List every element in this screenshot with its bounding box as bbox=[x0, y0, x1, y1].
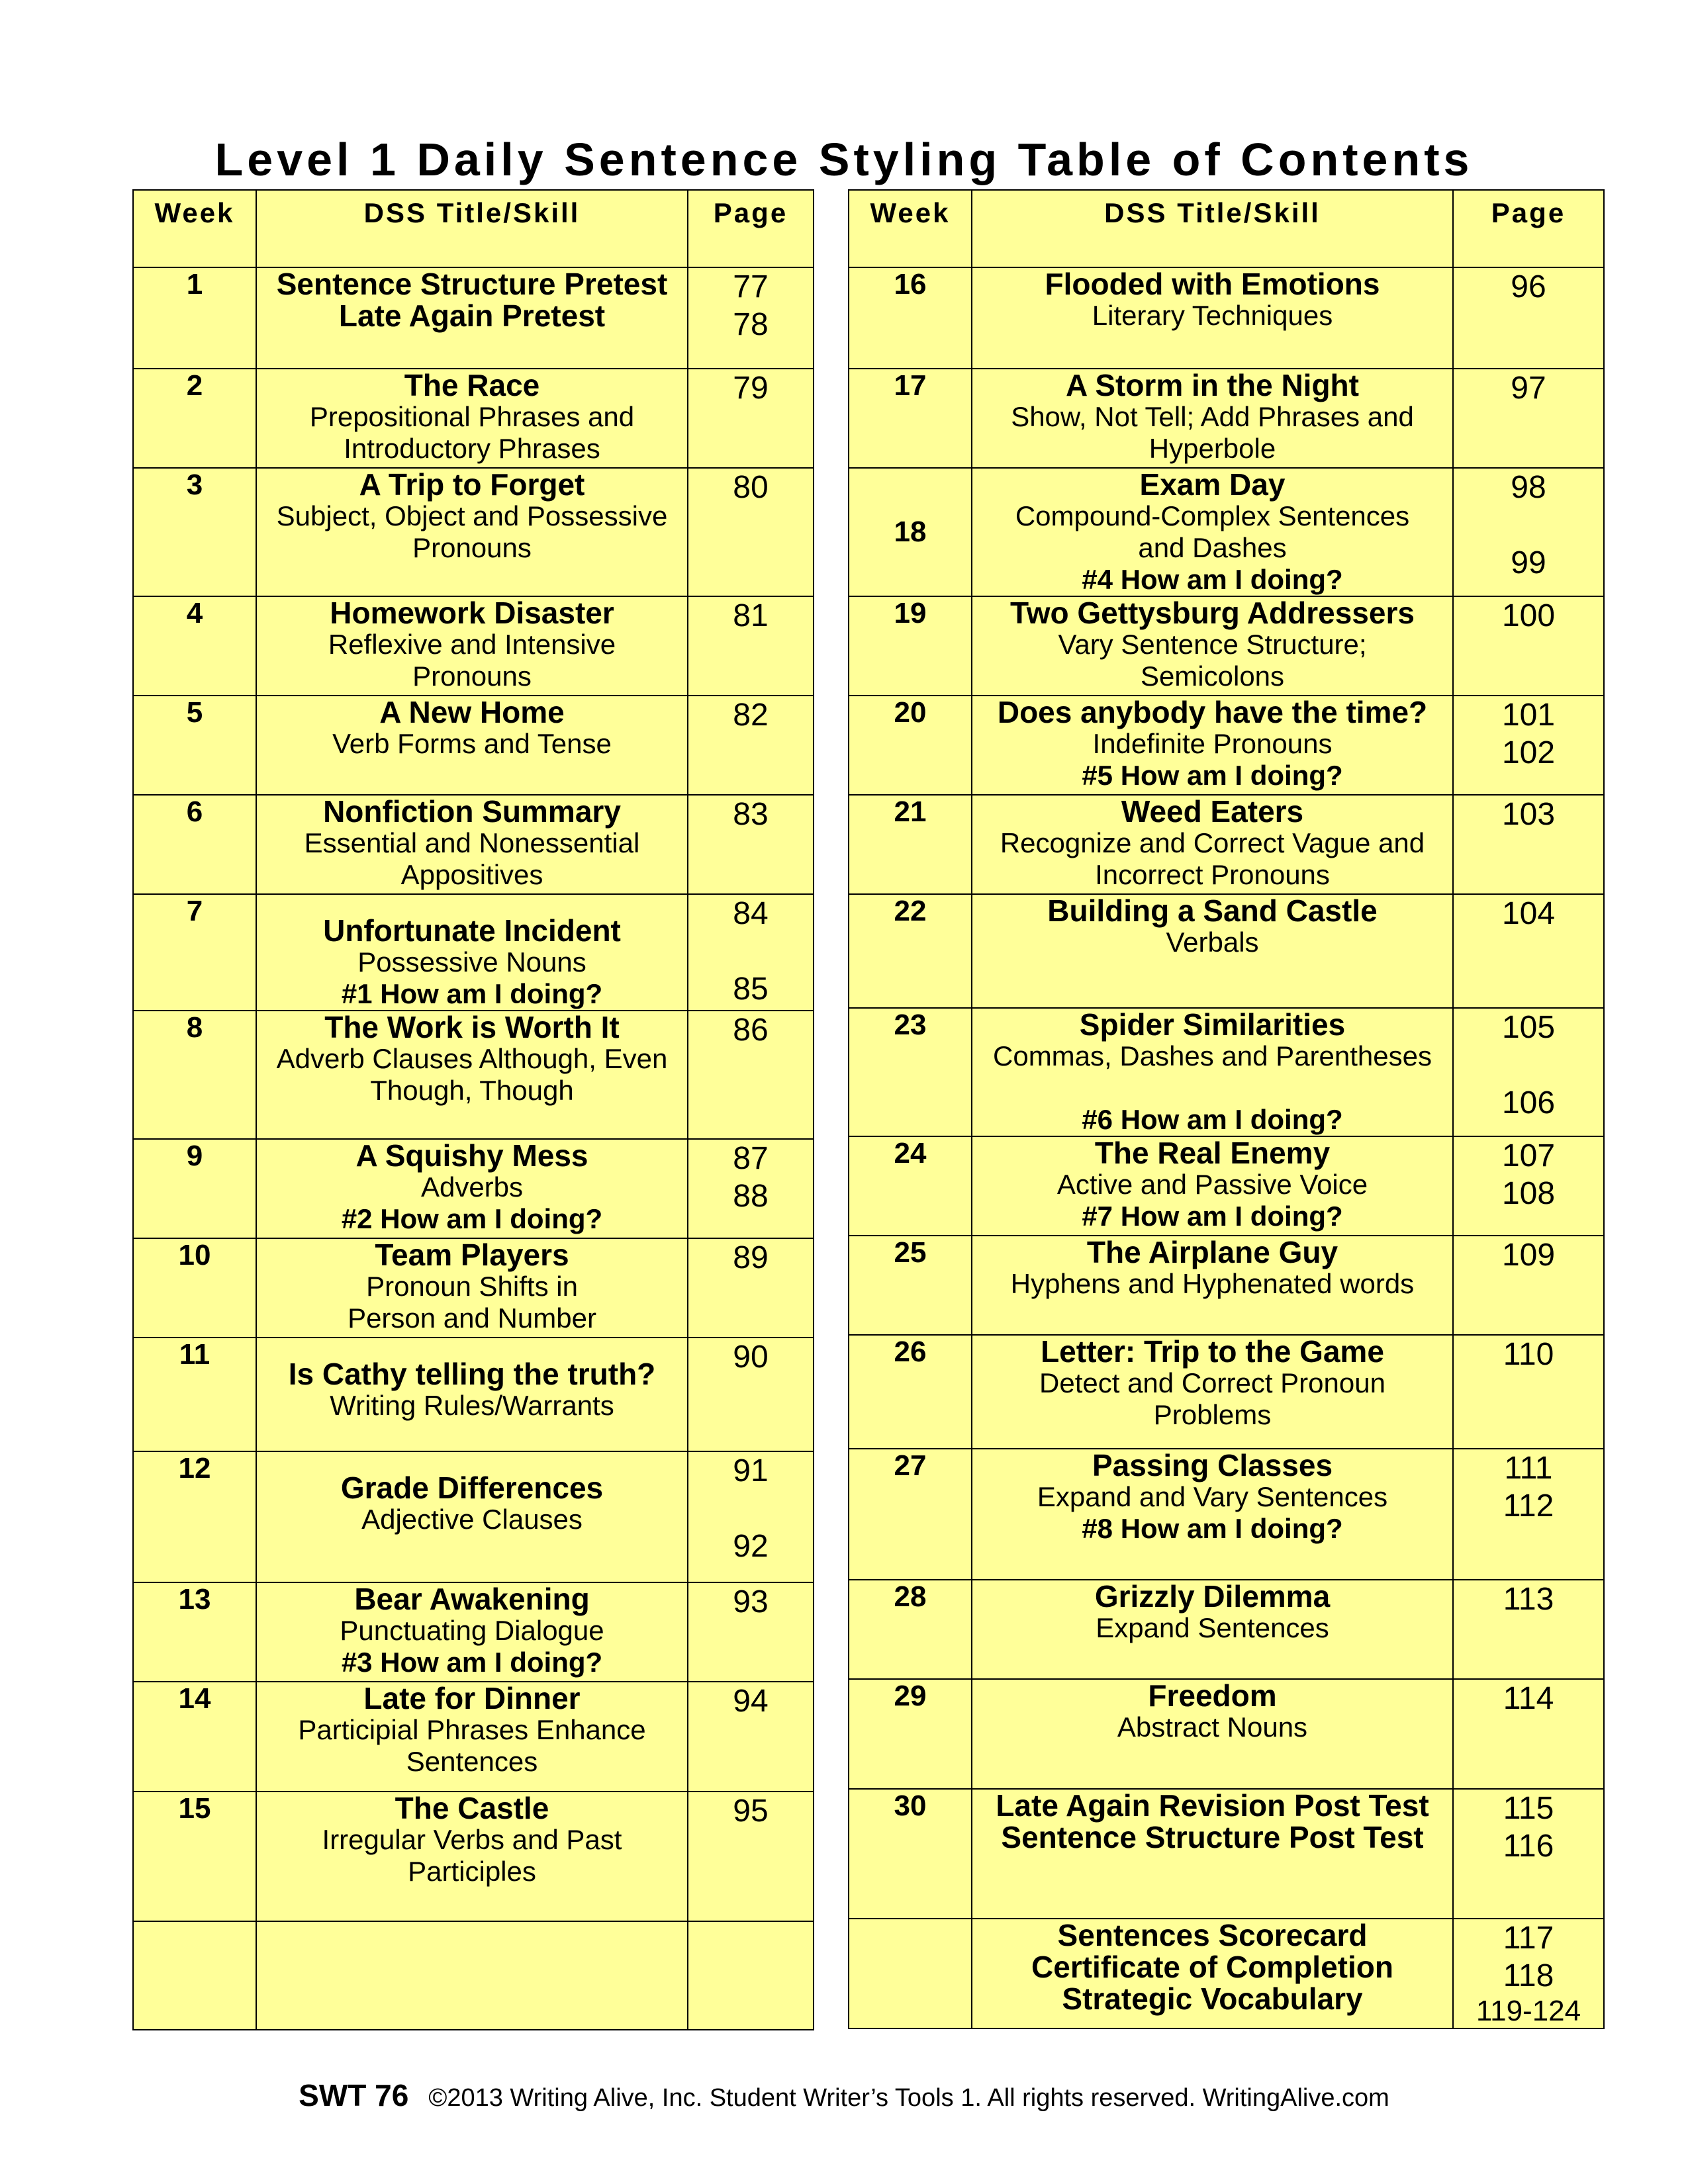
week-number: 27 bbox=[849, 1449, 972, 1580]
week-number: 30 bbox=[849, 1789, 972, 1919]
page-cell bbox=[1453, 596, 1604, 696]
week-number: 20 bbox=[849, 696, 972, 795]
week-number: 22 bbox=[849, 894, 972, 1008]
week-number: 11 bbox=[133, 1338, 256, 1451]
lesson-cell bbox=[972, 1449, 1453, 1580]
week-number: 19 bbox=[849, 596, 972, 696]
lesson-skill: Irregular Verbs and Past bbox=[322, 1824, 622, 1855]
lesson-skill: Active and Passive Voice bbox=[1056, 1169, 1368, 1200]
lesson-cell bbox=[972, 468, 1453, 596]
table-row bbox=[849, 1580, 1604, 1679]
lesson-skill: Reflexive and Intensive bbox=[328, 629, 616, 660]
page-number: 118 bbox=[1503, 1958, 1554, 1993]
page-number: 94 bbox=[733, 1684, 769, 1719]
week-number: 18 bbox=[849, 468, 972, 596]
week-number: 17 bbox=[849, 369, 972, 468]
lesson-skill: Participles bbox=[408, 1856, 536, 1887]
lesson-skill: Subject, Object and Possessive bbox=[276, 500, 668, 531]
title-header: DSS Title/Skill bbox=[972, 190, 1453, 267]
page-cell bbox=[1453, 795, 1604, 894]
table-row bbox=[849, 369, 1604, 468]
page-cell bbox=[688, 894, 814, 1011]
lesson-title: Late for Dinner bbox=[363, 1682, 581, 1715]
lesson-cell bbox=[256, 596, 688, 696]
spacer bbox=[257, 1338, 687, 1358]
lesson-skill: Adverb Clauses Although, Even bbox=[276, 1043, 668, 1074]
self-check-label: #5 How am I doing? bbox=[1082, 760, 1343, 791]
lesson-cell bbox=[256, 795, 688, 894]
page-number: 77 bbox=[733, 269, 769, 304]
week-number: 23 bbox=[849, 1008, 972, 1136]
footer-code: SWT 76 bbox=[299, 2078, 409, 2113]
week-number: 3 bbox=[133, 468, 256, 596]
lesson-title: Does anybody have the time? bbox=[997, 696, 1428, 729]
lesson-skill: Punctuating Dialogue bbox=[340, 1615, 604, 1646]
page-number: 104 bbox=[1501, 896, 1556, 931]
page-cell bbox=[688, 1451, 814, 1582]
lesson-skill: Literary Techniques bbox=[1092, 300, 1333, 331]
page-number: 99 bbox=[1511, 545, 1546, 580]
table-row bbox=[849, 1919, 1604, 2028]
table-row bbox=[133, 1451, 814, 1582]
title-header: DSS Title/Skill bbox=[256, 190, 688, 267]
lesson-skill: Introductory Phrases bbox=[344, 433, 600, 464]
lesson-skill: Indefinite Pronouns bbox=[1092, 728, 1333, 759]
week-number: 25 bbox=[849, 1236, 972, 1335]
table-row bbox=[849, 1449, 1604, 1580]
lesson-skill: Essential and Nonessential bbox=[304, 827, 640, 858]
lesson-skill: Prepositional Phrases and bbox=[309, 401, 635, 432]
self-check-label: #3 How am I doing? bbox=[341, 1647, 603, 1678]
lesson-skill: Adverbs bbox=[420, 1171, 524, 1203]
table-row bbox=[133, 894, 814, 1011]
page-number: 107 bbox=[1501, 1138, 1556, 1173]
week-number: 4 bbox=[133, 596, 256, 696]
page-cell bbox=[688, 1139, 814, 1238]
week-number: 21 bbox=[849, 795, 972, 894]
lesson-skill: Commas, Dashes and Parentheses bbox=[993, 1040, 1432, 1071]
spacer bbox=[1454, 1046, 1603, 1084]
lesson-cell bbox=[256, 696, 688, 795]
lesson-skill: Recognize and Correct Vague and bbox=[1000, 827, 1425, 858]
page-number: 82 bbox=[733, 698, 769, 733]
lesson-skill: Sentences bbox=[406, 1746, 538, 1777]
week-header: Week bbox=[849, 190, 972, 267]
lesson-title: Grizzly Dilemma bbox=[1094, 1580, 1331, 1614]
lesson-skill: Compound-Complex Sentences bbox=[1015, 500, 1410, 531]
page-cell bbox=[1453, 468, 1604, 596]
lesson-title: Flooded with Emotions bbox=[1045, 267, 1380, 301]
lesson-title: Weed Eaters bbox=[1121, 795, 1304, 829]
page-cell bbox=[1453, 1008, 1604, 1136]
lesson-title: Certificate of Completion bbox=[1031, 1950, 1393, 1984]
page-cell bbox=[1453, 1919, 1604, 2028]
lesson-cell bbox=[256, 1238, 688, 1338]
lesson-skill: Possessive Nouns bbox=[357, 946, 586, 978]
lesson-skill: Verb Forms and Tense bbox=[332, 728, 612, 759]
lesson-skill: Pronouns bbox=[412, 532, 532, 563]
week-number bbox=[133, 1921, 256, 2030]
page-number: 81 bbox=[733, 598, 769, 633]
spacer bbox=[688, 1490, 813, 1527]
lesson-cell bbox=[256, 267, 688, 369]
page-number: 113 bbox=[1503, 1582, 1554, 1617]
lesson-skill: Hyphens and Hyphenated words bbox=[1010, 1268, 1415, 1299]
page-number: 88 bbox=[733, 1179, 769, 1214]
page-cell bbox=[688, 1338, 814, 1451]
page-number: 105 bbox=[1501, 1010, 1556, 1045]
lesson-skill: Abstract Nouns bbox=[1117, 1711, 1308, 1743]
page-number: 86 bbox=[733, 1013, 769, 1048]
page-header: Page bbox=[688, 190, 814, 267]
table-row bbox=[849, 795, 1604, 894]
table-row bbox=[133, 1921, 814, 2030]
page-cell bbox=[688, 1792, 814, 1921]
lesson-title: Unfortunate Incident bbox=[323, 913, 621, 948]
table-row bbox=[133, 795, 814, 894]
lesson-skill: Show, Not Tell; Add Phrases and bbox=[1011, 401, 1414, 432]
page-cell bbox=[688, 1238, 814, 1338]
page-cell bbox=[688, 1921, 814, 2030]
toc-table-right bbox=[848, 189, 1605, 2029]
table-row bbox=[133, 696, 814, 795]
page-number: 91 bbox=[733, 1453, 769, 1488]
page-number: 106 bbox=[1501, 1085, 1556, 1120]
lesson-skill: Incorrect Pronouns bbox=[1095, 859, 1330, 890]
table-row bbox=[133, 369, 814, 468]
lesson-title: Is Cathy telling the truth? bbox=[288, 1357, 656, 1391]
lesson-skill: Person and Number bbox=[348, 1302, 596, 1334]
self-check-label: #6 How am I doing? bbox=[1082, 1104, 1343, 1135]
lesson-cell bbox=[972, 267, 1453, 369]
lesson-cell bbox=[256, 1451, 688, 1582]
page-cell bbox=[1453, 1335, 1604, 1449]
lesson-skill: Expand and Vary Sentences bbox=[1037, 1481, 1388, 1512]
page-number: 80 bbox=[733, 470, 769, 505]
lesson-title: Grade Differences bbox=[340, 1471, 604, 1505]
page-cell bbox=[1453, 1789, 1604, 1919]
lesson-title: A Squishy Mess bbox=[355, 1139, 588, 1173]
self-check-label: #7 How am I doing? bbox=[1082, 1201, 1343, 1232]
page-number: 109 bbox=[1501, 1238, 1556, 1273]
toc-body-left bbox=[133, 267, 814, 2030]
lesson-title: Sentences Scorecard bbox=[1057, 1919, 1368, 1952]
table-row bbox=[133, 1139, 814, 1238]
page-header: Page bbox=[1453, 190, 1604, 267]
page-cell bbox=[1453, 1679, 1604, 1789]
page-cell bbox=[688, 369, 814, 468]
self-check-label: #1 How am I doing? bbox=[341, 978, 603, 1009]
lesson-cell bbox=[256, 1011, 688, 1139]
page-number: 108 bbox=[1501, 1176, 1556, 1211]
lesson-skill: Semicolons bbox=[1140, 660, 1285, 692]
spacer bbox=[257, 895, 687, 915]
lesson-cell bbox=[256, 1139, 688, 1238]
week-number: 14 bbox=[133, 1682, 256, 1792]
lesson-cell bbox=[256, 1682, 688, 1792]
page-cell bbox=[1453, 894, 1604, 1008]
lesson-title: Exam Day bbox=[1139, 468, 1286, 502]
table-row bbox=[849, 894, 1604, 1008]
page-number: 95 bbox=[733, 1794, 769, 1829]
lesson-skill: Adjective Clauses bbox=[361, 1504, 583, 1535]
table-row bbox=[849, 696, 1604, 795]
page-number: 100 bbox=[1501, 598, 1556, 633]
week-number: 29 bbox=[849, 1679, 972, 1789]
lesson-cell bbox=[972, 696, 1453, 795]
week-number: 10 bbox=[133, 1238, 256, 1338]
toc-body-right bbox=[849, 267, 1604, 2028]
lesson-title: Late Again Revision Post Test bbox=[996, 1789, 1429, 1823]
week-number: 7 bbox=[133, 894, 256, 1011]
table-row bbox=[133, 1582, 814, 1682]
week-number: 12 bbox=[133, 1451, 256, 1582]
page-number: 115 bbox=[1503, 1791, 1554, 1826]
spacer bbox=[688, 933, 813, 970]
lesson-cell bbox=[972, 596, 1453, 696]
table-row bbox=[133, 1238, 814, 1338]
lesson-title: The Real Enemy bbox=[1094, 1136, 1331, 1170]
lesson-cell bbox=[256, 369, 688, 468]
week-number: 6 bbox=[133, 795, 256, 894]
lesson-skill: Writing Rules/Warrants bbox=[330, 1390, 614, 1421]
table-row bbox=[133, 1682, 814, 1792]
lesson-title: Strategic Vocabulary bbox=[1062, 1981, 1363, 2016]
week-number: 1 bbox=[133, 267, 256, 369]
page-cell bbox=[688, 267, 814, 369]
table-row bbox=[133, 267, 814, 369]
lesson-cell bbox=[972, 1919, 1453, 2028]
week-number: 24 bbox=[849, 1136, 972, 1236]
week-number: 8 bbox=[133, 1011, 256, 1139]
table-row bbox=[133, 1011, 814, 1139]
page-cell bbox=[688, 1582, 814, 1682]
lesson-title: Letter: Trip to the Game bbox=[1041, 1335, 1384, 1369]
page-number: 90 bbox=[733, 1340, 769, 1375]
lesson-title: A Storm in the Night bbox=[1066, 369, 1359, 402]
lesson-cell bbox=[256, 1338, 688, 1451]
page-cell bbox=[1453, 267, 1604, 369]
lesson-cell bbox=[256, 1582, 688, 1682]
week-number: 16 bbox=[849, 267, 972, 369]
lesson-skill: Pronouns bbox=[412, 660, 532, 692]
self-check-label: #2 How am I doing? bbox=[341, 1203, 603, 1234]
lesson-skill: and Dashes bbox=[1138, 532, 1287, 563]
toc-table-left bbox=[132, 189, 814, 2030]
week-header: Week bbox=[133, 190, 256, 267]
week-number: 13 bbox=[133, 1582, 256, 1682]
lesson-cell bbox=[972, 1008, 1453, 1136]
page-cell bbox=[1453, 1449, 1604, 1580]
table-row bbox=[849, 1679, 1604, 1789]
lesson-title: Team Players bbox=[375, 1238, 569, 1272]
week-number: 2 bbox=[133, 369, 256, 468]
lesson-title: Homework Disaster bbox=[330, 596, 614, 630]
week-number: 5 bbox=[133, 696, 256, 795]
week-number: 28 bbox=[849, 1580, 972, 1679]
table-row bbox=[133, 596, 814, 696]
table-row bbox=[849, 1236, 1604, 1335]
table-row bbox=[133, 1792, 814, 1921]
lesson-title: Nonfiction Summary bbox=[323, 795, 621, 829]
page-number: 87 bbox=[733, 1141, 769, 1176]
self-check-label: #8 How am I doing? bbox=[1082, 1513, 1343, 1544]
footer bbox=[0, 2077, 1688, 2116]
page-number: 111 bbox=[1504, 1451, 1553, 1486]
lesson-cell bbox=[972, 1236, 1453, 1335]
lesson-skill: Vary Sentence Structure; bbox=[1058, 629, 1367, 660]
lesson-title: Passing Classes bbox=[1092, 1449, 1333, 1482]
self-check-label: #4 How am I doing? bbox=[1082, 564, 1343, 595]
table-row bbox=[849, 596, 1604, 696]
lesson-cell bbox=[972, 1679, 1453, 1789]
lesson-cell bbox=[256, 894, 688, 1011]
header-row bbox=[133, 190, 814, 267]
table-row bbox=[133, 468, 814, 596]
lesson-skill: Detect and Correct Pronoun bbox=[1039, 1367, 1385, 1398]
lesson-skill: Hyperbole bbox=[1149, 433, 1276, 464]
page-number: 117 bbox=[1503, 1921, 1554, 1956]
page-cell bbox=[1453, 1236, 1604, 1335]
lesson-cell bbox=[972, 1335, 1453, 1449]
lesson-title: Spider Similarities bbox=[1079, 1008, 1346, 1042]
page-cell bbox=[688, 795, 814, 894]
page-number: 102 bbox=[1501, 735, 1556, 770]
page-number: 119-124 bbox=[1476, 1995, 1581, 2027]
page-number: 89 bbox=[733, 1240, 769, 1275]
page-cell bbox=[1453, 1580, 1604, 1679]
lesson-skill: Problems bbox=[1153, 1399, 1272, 1430]
page-number: 79 bbox=[733, 371, 769, 406]
lesson-skill: Participial Phrases Enhance bbox=[298, 1714, 646, 1745]
table-row bbox=[849, 1335, 1604, 1449]
page-cell bbox=[688, 696, 814, 795]
table-row bbox=[849, 267, 1604, 369]
page-number: 112 bbox=[1503, 1488, 1554, 1524]
lesson-title: A Trip to Forget bbox=[359, 468, 585, 502]
lesson-cell bbox=[972, 1136, 1453, 1236]
lesson-title: The Castle bbox=[395, 1792, 549, 1825]
table-row bbox=[849, 1008, 1604, 1136]
page-number: 85 bbox=[733, 972, 769, 1007]
spacer bbox=[1454, 506, 1603, 544]
page-number: 101 bbox=[1501, 698, 1556, 733]
page-number: 84 bbox=[733, 896, 769, 931]
page-cell bbox=[688, 1682, 814, 1792]
page-cell bbox=[1453, 369, 1604, 468]
table-row bbox=[849, 1136, 1604, 1236]
page-number: 93 bbox=[733, 1584, 769, 1619]
page-number: 114 bbox=[1503, 1681, 1554, 1716]
page-title: Level 1 Daily Sentence Styling Table of Contents bbox=[214, 134, 1474, 185]
page-number: 78 bbox=[733, 307, 769, 342]
page-number: 96 bbox=[1511, 269, 1546, 304]
page-number: 83 bbox=[733, 797, 769, 832]
lesson-title: Sentence Structure Pretest bbox=[276, 267, 668, 301]
lesson-title: Building a Sand Castle bbox=[1047, 894, 1378, 928]
lesson-skill: Expand Sentences bbox=[1096, 1612, 1329, 1643]
page-cell bbox=[1453, 696, 1604, 795]
lesson-title: The Airplane Guy bbox=[1086, 1236, 1338, 1269]
lesson-skill: Verbals bbox=[1166, 927, 1259, 958]
page-cell bbox=[1453, 1136, 1604, 1236]
lesson-cell bbox=[972, 795, 1453, 894]
table-row bbox=[849, 1789, 1604, 1919]
lesson-cell bbox=[972, 1789, 1453, 1919]
page-cell bbox=[688, 468, 814, 596]
lesson-skill: Appositives bbox=[400, 859, 543, 890]
lesson-title: Two Gettysburg Addressers bbox=[1010, 596, 1415, 630]
lesson-title: A New Home bbox=[379, 696, 565, 729]
lesson-title: Late Again Pretest bbox=[338, 298, 606, 333]
lesson-title: Freedom bbox=[1148, 1679, 1277, 1713]
lesson-cell bbox=[972, 1580, 1453, 1679]
footer-copyright: ©2013 Writing Alive, Inc. Student Writer’s Tools 1. All rights reserved. WritingAlive.com bbox=[428, 2084, 1389, 2112]
lesson-title: Bear Awakening bbox=[354, 1582, 590, 1616]
lesson-title: The Race bbox=[404, 369, 540, 402]
lesson-cell bbox=[972, 894, 1453, 1008]
page-cell bbox=[688, 596, 814, 696]
week-number: 15 bbox=[133, 1792, 256, 1921]
lesson-title: Sentence Structure Post Test bbox=[1001, 1820, 1424, 1854]
page-number: 110 bbox=[1503, 1337, 1554, 1372]
lesson-skill: Though, Though bbox=[370, 1075, 574, 1106]
spacer bbox=[257, 1452, 687, 1472]
page-number: 98 bbox=[1511, 470, 1546, 505]
table-row bbox=[133, 1338, 814, 1451]
spacer bbox=[972, 1072, 1452, 1104]
header-row bbox=[849, 190, 1604, 267]
table-row bbox=[849, 468, 1604, 596]
lesson-cell bbox=[256, 1921, 688, 2030]
page-number: 103 bbox=[1501, 797, 1556, 832]
week-number bbox=[849, 1919, 972, 2028]
lesson-cell bbox=[256, 468, 688, 596]
lesson-cell bbox=[256, 1792, 688, 1921]
lesson-cell bbox=[972, 369, 1453, 468]
week-number: 9 bbox=[133, 1139, 256, 1238]
week-number: 26 bbox=[849, 1335, 972, 1449]
lesson-skill: Pronoun Shifts in bbox=[366, 1271, 578, 1302]
lesson-title: The Work is Worth It bbox=[324, 1011, 620, 1044]
page-number: 116 bbox=[1503, 1829, 1554, 1864]
page-cell bbox=[688, 1011, 814, 1139]
page-number: 92 bbox=[733, 1529, 769, 1564]
page-number: 97 bbox=[1511, 371, 1546, 406]
